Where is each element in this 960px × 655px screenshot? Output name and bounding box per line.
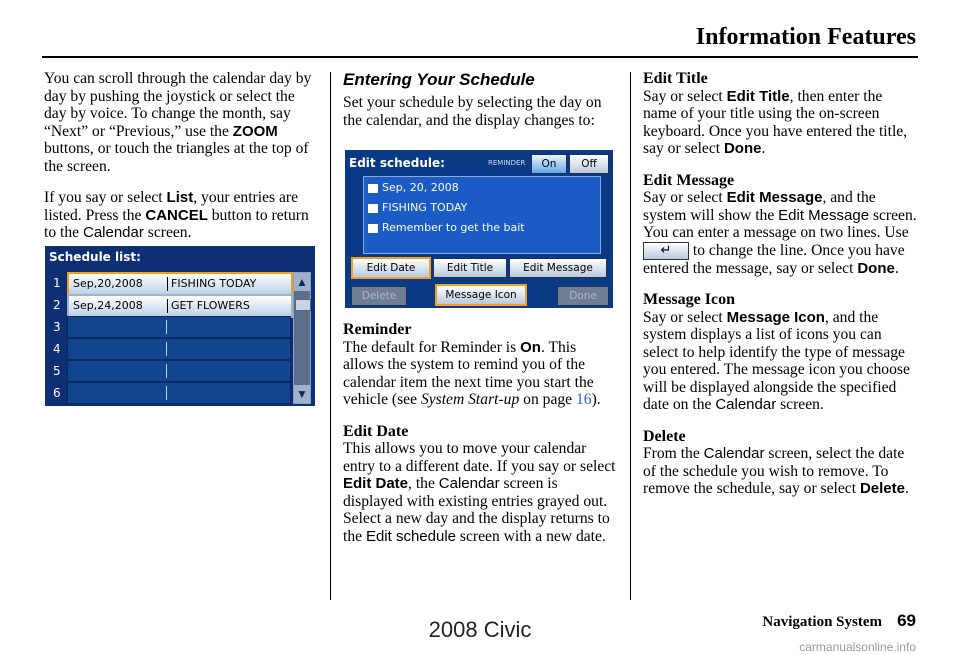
schedule-date: Sep,24,2008 [73,299,143,312]
footer-section-name: Navigation System [762,614,882,630]
date-text: Sep, 20, 2008 [382,181,459,194]
row-separator [166,364,167,378]
paragraph-message-icon [643,309,917,414]
page-link[interactable]: 16 [576,391,592,408]
reminder-heading: Reminder [343,321,412,338]
message-icon-term: Message Icon [726,308,825,326]
message-icon-heading: Message Icon [643,291,735,309]
paragraph-reminder [343,339,618,409]
scroll-down-icon[interactable]: ▼ [294,385,310,403]
calendar-term: Calendar [703,445,765,463]
schedule-row[interactable] [67,338,291,360]
calendar-term: Calendar [438,475,500,492]
calendar-term: Calendar [82,224,144,241]
reminder-on-button[interactable]: On [531,154,567,174]
message-icon-button[interactable]: Message Icon [435,284,527,306]
text: to change the line. Once you have entered the message, say or select [643,241,905,277]
row-separator [166,320,167,334]
column-3 [643,70,917,512]
row-number: 5 [53,364,61,378]
text: buttons, or touch the triangles at the top of the screen. [44,140,309,175]
scroll-thumb[interactable] [295,299,311,311]
preview-title [368,201,467,214]
done-term: Done [723,140,762,157]
paragraph-edit-date [343,440,618,545]
text: ). [591,391,601,408]
text: screen. [776,396,824,414]
message-icon [368,224,378,233]
text: , the [408,475,439,492]
title-text: FISHING TODAY [382,201,468,214]
text: Say or select [643,189,727,206]
paragraph-calendar-scroll [44,70,316,175]
edit-schedule-term: Edit schedule [365,527,457,545]
text: screen with a new date. [456,527,606,545]
edit-schedule-title: Edit schedule: [349,156,445,170]
text: . [894,259,899,277]
text: The default for Reminder is [343,338,521,356]
reminder-off-button[interactable]: Off [569,154,609,174]
column-divider [330,72,331,600]
text: . [904,480,909,498]
text: , and the system will show the [643,189,876,224]
scrollbar[interactable] [293,272,311,404]
edit-message-heading: Edit Message [643,171,735,189]
schedule-row[interactable] [67,360,291,382]
text: screen. [143,224,192,241]
edit-schedule-screenshot [345,150,613,308]
delete-button[interactable]: Delete [351,286,407,306]
paragraph-edit-title [643,88,917,158]
done-term: Done [857,259,895,277]
text: , then enter the name of your title using the on-screen keyboard. Once you have entered the title, say or select [643,87,908,157]
paragraph-list [44,189,316,242]
row-separator [166,342,167,356]
text: . [761,140,766,157]
row-separator [166,386,167,400]
text: , and the system displays a list of icons you can select to help identify the type of message you entered. The message icon you choose will be displayed alongside the specified date on the [643,308,910,414]
on-term: On [520,338,541,356]
done-button[interactable]: Done [557,286,609,306]
column-2 [343,70,618,559]
edit-message-button[interactable]: Edit Message [509,258,607,278]
cancel-term: CANCEL [145,206,208,224]
schedule-list-screenshot [45,246,315,406]
text: . This allows the system to remind you of the calendar item the next time you start the vehicle (see [343,338,594,408]
text: screen, select the date of the schedule you wish to remove. To remove the schedule, say or select [643,445,905,498]
watermark-model: 2008 Civic [428,617,532,642]
edit-message-screen-term: Edit Message [778,206,870,224]
message-text: Remember to get the bait [382,221,525,234]
delete-term: Delete [859,480,905,498]
fish-icon [368,204,378,213]
text: , your entries are listed. Press the [44,189,298,224]
return-key-icon: ↵ [643,242,689,260]
paragraph-delete [643,445,917,498]
text: button to return to the [44,206,309,241]
text: on page [519,391,576,408]
schedule-row[interactable] [67,272,293,296]
calendar-icon [368,184,378,193]
text: If you say or select [44,189,167,206]
watermark-url: carmanualsonline.info [799,640,916,654]
text: From the [643,445,704,463]
row-number: 3 [53,320,61,334]
edit-date-term: Edit Date [343,475,409,492]
page-number: 69 [897,611,916,630]
column-1 [44,70,316,256]
preview-message [368,221,525,234]
schedule-list-title: Schedule list: [49,250,141,264]
scroll-up-icon[interactable]: ▲ [294,273,310,291]
zoom-term: ZOOM [232,122,278,140]
edit-title-button[interactable]: Edit Title [433,258,507,278]
edit-message-term: Edit Message [726,189,823,206]
schedule-title: GET FLOWERS [171,299,250,312]
column-divider [630,72,631,600]
paragraph-intro: Set your schedule by selecting the day on the calendar, and the display changes to: [343,94,602,129]
schedule-row[interactable] [67,294,293,318]
schedule-title: FISHING TODAY [171,277,257,290]
edit-date-heading: Edit Date [343,422,409,440]
text: screen. You can enter a message on two lines. Use [643,206,917,241]
paragraph-edit-message [643,189,917,277]
list-term: List [166,189,194,206]
schedule-date: Sep,20,2008 [73,277,143,290]
schedule-row[interactable] [67,316,291,338]
row-number: 4 [53,342,61,356]
edit-title-heading: Edit Title [643,70,708,87]
header-rule [42,56,918,58]
schedule-preview [363,176,601,254]
schedule-row[interactable] [67,382,291,404]
system-startup-ref: System Start-up [420,391,520,408]
row-separator [167,299,168,313]
text: You can scroll through the calendar day by day by pushing the joystick or select the day by voice. To change the month, say “Next” or “Previous,” use the [44,70,312,140]
delete-heading: Delete [643,427,686,445]
calendar-term: Calendar [715,396,777,414]
edit-title-term: Edit Title [726,87,790,105]
row-number: 6 [53,386,61,400]
row-separator [167,277,168,291]
preview-date [368,181,459,194]
text: Say or select [643,87,727,105]
page-title: Information Features [695,24,916,50]
text: Say or select [643,308,727,326]
text: screen is displayed with existing entries grayed out. Select a new day and the display returns to the [343,475,610,545]
row-number: 2 [53,298,61,312]
section-heading: Entering Your Schedule [343,70,535,89]
text: This allows you to move your calendar entry to a different date. If you say or select [343,440,616,475]
edit-date-button[interactable]: Edit Date [351,257,431,279]
reminder-label: REMINDER [488,159,526,167]
row-number: 1 [53,276,61,290]
